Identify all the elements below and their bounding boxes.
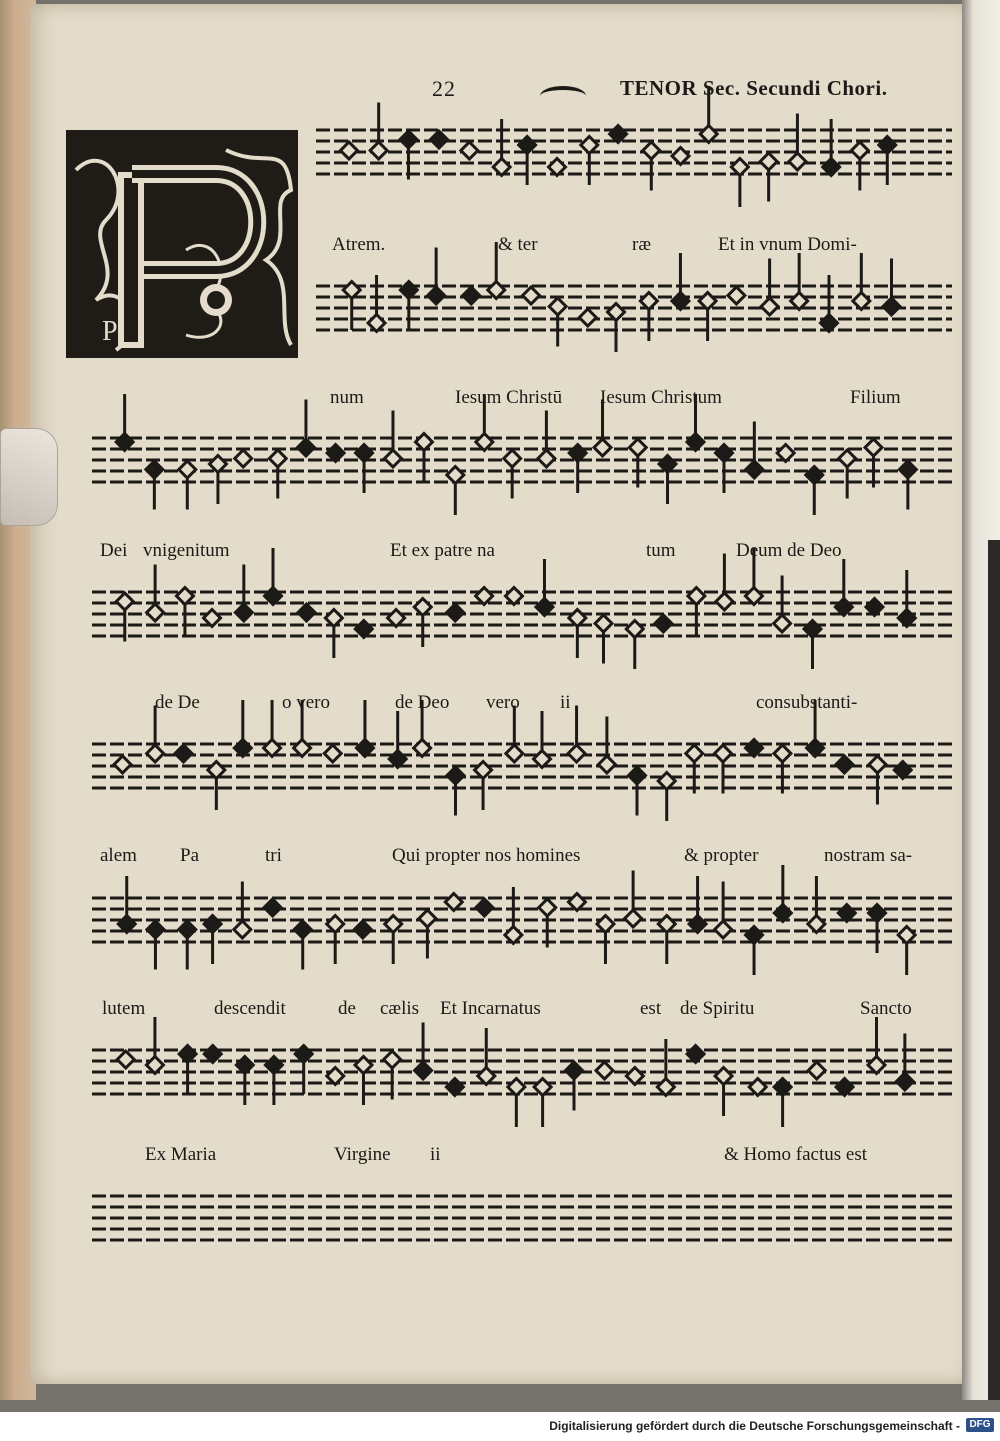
note-head bbox=[428, 287, 445, 304]
lyric-syllable: lutem bbox=[102, 998, 146, 1019]
note-head bbox=[760, 153, 777, 170]
note-head bbox=[761, 298, 778, 315]
lyric-syllable: Filium bbox=[850, 387, 901, 408]
lyric-syllable: vnigenitum bbox=[143, 540, 230, 561]
note-head bbox=[579, 309, 596, 326]
note-head bbox=[596, 1062, 613, 1079]
note-head bbox=[294, 921, 311, 938]
lyric-syllable: & ter bbox=[498, 234, 538, 255]
note-head bbox=[116, 593, 133, 610]
note-head bbox=[836, 756, 853, 773]
note-head bbox=[655, 615, 672, 632]
note-head bbox=[686, 745, 703, 762]
lyric-syllable: alem bbox=[100, 845, 137, 866]
note-head bbox=[851, 142, 868, 159]
note-head bbox=[716, 593, 733, 610]
note-head bbox=[549, 298, 566, 315]
note-head bbox=[774, 615, 791, 632]
note-head bbox=[415, 1062, 432, 1079]
note-head bbox=[384, 1051, 401, 1068]
note-head bbox=[324, 745, 341, 762]
note-head bbox=[384, 450, 401, 467]
staff bbox=[92, 1017, 952, 1127]
lyric-syllable: de Deo bbox=[395, 692, 450, 713]
footer-credit: Digitalisierung gefördert durch die Deutsche Forschungsgemeinschaft - bbox=[549, 1419, 960, 1433]
note-head bbox=[506, 745, 523, 762]
lyric-syllable: Pa bbox=[180, 845, 199, 866]
note-head bbox=[234, 921, 251, 938]
note-head bbox=[179, 921, 196, 938]
note-head bbox=[896, 1073, 913, 1090]
lyric-syllable: Dei bbox=[100, 540, 128, 561]
lyric-syllable: tum bbox=[646, 540, 676, 561]
note-head bbox=[114, 756, 131, 773]
note-head bbox=[340, 142, 357, 159]
note-head bbox=[117, 1051, 134, 1068]
lyric-syllable: Et in vnum Domi- bbox=[718, 234, 857, 255]
staff bbox=[316, 86, 952, 207]
lyric-syllable: descendit bbox=[214, 998, 286, 1019]
lyric-syllable: Iesum Christū bbox=[455, 387, 563, 408]
initial-letter-text: P bbox=[102, 316, 118, 347]
note-head bbox=[461, 142, 478, 159]
note-head bbox=[400, 131, 417, 148]
note-head bbox=[431, 131, 448, 148]
note-head bbox=[629, 767, 646, 784]
lyric-syllable: & propter bbox=[684, 845, 759, 866]
note-head bbox=[147, 604, 164, 621]
note-head bbox=[625, 910, 642, 927]
note-head bbox=[594, 439, 611, 456]
note-head bbox=[629, 439, 646, 456]
lyric-syllable: o vero bbox=[282, 692, 331, 713]
staff bbox=[92, 700, 952, 821]
note-head bbox=[865, 439, 882, 456]
lyric-syllable: Sancto bbox=[860, 998, 912, 1019]
staff bbox=[92, 394, 952, 515]
lyric-syllable: de Spiritu bbox=[680, 998, 755, 1019]
note-head bbox=[504, 450, 521, 467]
lyric-syllable: nostram sa- bbox=[824, 845, 913, 866]
lyric-syllable: ii bbox=[430, 1144, 441, 1165]
lyric-syllable: de bbox=[338, 998, 356, 1019]
note-head bbox=[476, 899, 493, 916]
note-head bbox=[869, 756, 886, 773]
staff bbox=[92, 1196, 952, 1240]
dfg-logo: DFG bbox=[966, 1418, 994, 1432]
note-head bbox=[839, 450, 856, 467]
lyric-syllable: Ex Maria bbox=[145, 1144, 217, 1165]
note-head bbox=[789, 153, 806, 170]
note-head bbox=[269, 450, 286, 467]
lyric-syllable: num bbox=[330, 387, 364, 408]
note-head bbox=[746, 461, 763, 478]
note-head bbox=[370, 142, 387, 159]
note-head bbox=[175, 745, 192, 762]
note-head bbox=[598, 756, 615, 773]
note-head bbox=[146, 461, 163, 478]
lyric-syllable: Deum de Deo bbox=[736, 540, 842, 561]
note-head bbox=[883, 298, 900, 315]
note-head bbox=[643, 142, 660, 159]
note-head bbox=[523, 287, 540, 304]
staff bbox=[316, 242, 952, 352]
lyric-syllable: de De bbox=[155, 692, 200, 713]
lyric-syllable: Et ex patre na bbox=[390, 540, 495, 561]
lyric-syllable: est bbox=[640, 998, 662, 1019]
note-head bbox=[566, 1062, 583, 1079]
note-head bbox=[235, 450, 252, 467]
note-head bbox=[899, 461, 916, 478]
staff bbox=[92, 548, 952, 669]
note-head bbox=[264, 899, 281, 916]
note-head bbox=[147, 921, 164, 938]
lyric-syllable: Atrem. bbox=[332, 234, 386, 255]
lyric-syllable: & Homo factus est bbox=[724, 1144, 868, 1165]
note-head bbox=[728, 287, 745, 304]
lyric-syllable: tri bbox=[265, 845, 282, 866]
note-head bbox=[715, 921, 732, 938]
staff bbox=[92, 865, 952, 975]
note-head bbox=[419, 910, 436, 927]
lyric-syllable: cælis bbox=[380, 998, 420, 1019]
note-head bbox=[147, 745, 164, 762]
lyric-syllable: Virgine bbox=[334, 1144, 391, 1165]
lyric-syllable: consubstanti- bbox=[756, 692, 858, 713]
note-head bbox=[179, 461, 196, 478]
note-head bbox=[447, 604, 464, 621]
note-head bbox=[539, 899, 556, 916]
note-head bbox=[568, 745, 585, 762]
note-head bbox=[235, 604, 252, 621]
note-head bbox=[298, 604, 315, 621]
page-number: 22 bbox=[432, 76, 456, 101]
lyric-syllable: ii bbox=[560, 692, 571, 713]
note-head bbox=[538, 450, 555, 467]
lyric-syllable: Qui propter nos homines bbox=[392, 845, 581, 866]
running-head: TENOR Sec. Secundi Chori. bbox=[620, 76, 888, 100]
note-head bbox=[297, 439, 314, 456]
note-head bbox=[808, 1062, 825, 1079]
note-head bbox=[463, 287, 480, 304]
note-head bbox=[774, 745, 791, 762]
lyric-syllable: ræ bbox=[632, 234, 651, 255]
note-head bbox=[595, 615, 612, 632]
note-head bbox=[447, 767, 464, 784]
note-head bbox=[715, 745, 732, 762]
lyric-syllable: Et Incarnatus bbox=[440, 998, 541, 1019]
lyric-syllable: vero bbox=[486, 692, 520, 713]
lyric-syllable: Iesum Christum bbox=[600, 387, 722, 408]
note-head bbox=[354, 921, 371, 938]
